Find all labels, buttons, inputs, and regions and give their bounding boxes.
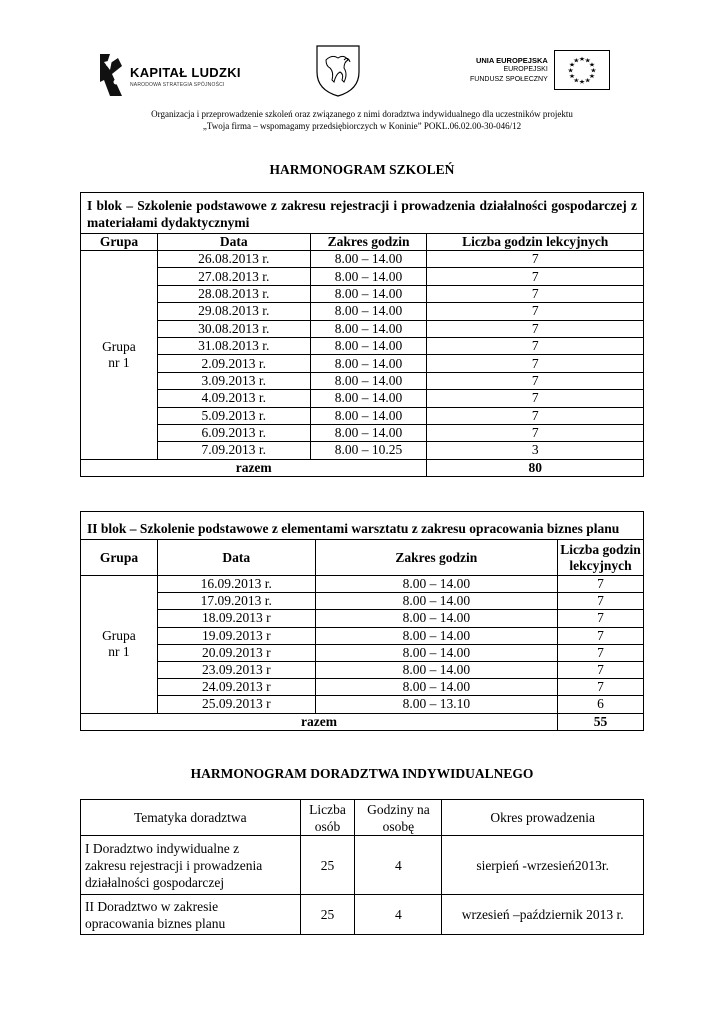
table-row xyxy=(81,268,644,285)
block1-header-group: Grupa xyxy=(81,234,158,251)
kapital-ludzki-emblem-icon xyxy=(96,52,126,100)
table-row xyxy=(81,285,644,302)
date-cell: 29.08.2013 r. xyxy=(157,303,310,320)
date-cell: 16.09.2013 r. xyxy=(157,576,315,593)
block1-title: I blok – Szkolenie podstawowe z zakresu rejestracji i prowadzenia działalności gospodarczej z materiałami dydaktycznymi xyxy=(81,193,644,234)
block2-header-group: Grupa xyxy=(81,540,158,576)
doradztwo-header-hours-l1: Godziny na xyxy=(367,801,430,817)
hours-cell: 8.00 – 14.00 xyxy=(315,644,557,661)
hours-cell: 8.00 – 14.00 xyxy=(310,390,427,407)
date-cell: 17.09.2013 r. xyxy=(157,593,315,610)
table-row xyxy=(81,251,644,268)
block2-group-line2: nr 1 xyxy=(108,644,130,660)
hours-cell: 8.00 – 14.00 xyxy=(310,407,427,424)
table-row xyxy=(81,424,644,441)
header-logos xyxy=(0,42,724,102)
date-cell: 6.09.2013 r. xyxy=(157,424,310,441)
hours-cell: 8.00 – 14.00 xyxy=(310,320,427,337)
hours-cell: 8.00 – 14.00 xyxy=(310,337,427,354)
date-cell: 18.09.2013 r xyxy=(157,610,315,627)
eu-flag-icon xyxy=(554,50,610,90)
doradztwo-header-topic: Tematyka doradztwa xyxy=(81,800,301,836)
lessons-cell: 7 xyxy=(558,644,644,661)
eu-line1: UNIA EUROPEJSKA xyxy=(475,55,548,65)
block1-header-date: Data xyxy=(157,234,310,251)
wielkopolska-crest-logo xyxy=(314,44,362,103)
date-cell: 2.09.2013 r. xyxy=(157,355,310,372)
lessons-cell: 7 xyxy=(427,372,644,389)
block1-group-line1: Grupa xyxy=(102,338,136,354)
doradztwo-row2-topic-l1: II Doradztwo w zakresie xyxy=(85,898,219,914)
doradztwo-row2-people: 25 xyxy=(300,895,355,935)
horse-crest-icon xyxy=(314,44,362,98)
lessons-cell: 7 xyxy=(558,679,644,696)
date-cell: 23.09.2013 r xyxy=(157,661,315,678)
doradztwo-row1-topic-l1: I Doradztwo indywidualne z xyxy=(85,840,240,856)
hours-cell: 8.00 – 14.00 xyxy=(315,593,557,610)
date-cell: 30.08.2013 r. xyxy=(157,320,310,337)
hours-cell: 8.00 – 14.00 xyxy=(315,679,557,696)
eu-logo xyxy=(470,50,610,90)
doradztwo-table xyxy=(80,799,644,935)
table-row xyxy=(81,576,644,593)
doradztwo-row1-hours: 4 xyxy=(355,836,442,895)
lessons-cell: 7 xyxy=(558,610,644,627)
hours-cell: 8.00 – 14.00 xyxy=(310,303,427,320)
hours-cell: 8.00 – 14.00 xyxy=(310,268,427,285)
page-title: HARMONOGRAM SZKOLEŃ xyxy=(269,162,455,177)
block1-group-line2: nr 1 xyxy=(108,354,130,370)
block2-total-value: 55 xyxy=(558,713,644,730)
hours-cell: 8.00 – 14.00 xyxy=(310,424,427,441)
date-cell: 26.08.2013 r. xyxy=(157,251,310,268)
table-row xyxy=(81,644,644,661)
doradztwo-title: HARMONOGRAM DORADZTWA INDYWIDUALNEGO xyxy=(190,766,534,781)
lessons-cell: 7 xyxy=(427,337,644,354)
date-cell: 4.09.2013 r. xyxy=(157,390,310,407)
date-cell: 20.09.2013 r xyxy=(157,644,315,661)
date-cell: 24.09.2013 r xyxy=(157,679,315,696)
doradztwo-row1-topic-l2: zakresu rejestracji i prowadzenia xyxy=(85,857,263,873)
block2-header-lessons xyxy=(558,540,644,576)
lessons-cell: 7 xyxy=(427,390,644,407)
hours-cell: 8.00 – 14.00 xyxy=(310,251,427,268)
table-row xyxy=(81,372,644,389)
lessons-cell: 7 xyxy=(558,627,644,644)
date-cell: 5.09.2013 r. xyxy=(157,407,310,424)
table-row xyxy=(81,390,644,407)
table-row xyxy=(81,696,644,713)
lessons-cell: 7 xyxy=(558,593,644,610)
table-row xyxy=(81,442,644,459)
date-cell: 31.08.2013 r. xyxy=(157,337,310,354)
doradztwo-row2-period: wrzesień –październik 2013 r. xyxy=(442,895,644,935)
block2-table xyxy=(80,511,644,731)
date-cell: 7.09.2013 r. xyxy=(157,442,310,459)
intro-line1: Organizacja i przeprowadzenie szkoleń oraz związanego z nimi doradztwa indywidualnego dla uczestników projektu xyxy=(151,109,573,119)
lessons-cell: 7 xyxy=(427,268,644,285)
table-row xyxy=(81,303,644,320)
doradztwo-header-people-l1: Liczba xyxy=(309,801,346,817)
hours-cell: 8.00 – 14.00 xyxy=(315,576,557,593)
doradztwo-row1-topic xyxy=(81,836,301,895)
block2-total-label: razem xyxy=(81,713,558,730)
hours-cell: 8.00 – 10.25 xyxy=(310,442,427,459)
table-row xyxy=(81,679,644,696)
kapital-ludzki-subtitle: NARODOWA STRATEGIA SPÓJNOŚCI xyxy=(130,81,225,88)
date-cell: 19.09.2013 r xyxy=(157,627,315,644)
lessons-cell: 7 xyxy=(427,355,644,372)
doradztwo-row2-topic xyxy=(81,895,301,935)
eu-line3: FUNDUSZ SPOŁECZNY xyxy=(470,75,548,83)
table-row xyxy=(81,320,644,337)
table-row xyxy=(81,337,644,354)
doradztwo-row2-hours: 4 xyxy=(355,895,442,935)
block2-title: II blok – Szkolenie podstawowe z elementami warsztatu z zakresu opracowania biznes planu xyxy=(81,512,644,540)
doradztwo-row1-period: sierpień -wrzesień2013r. xyxy=(442,836,644,895)
lessons-cell: 7 xyxy=(427,320,644,337)
block1-total-value: 80 xyxy=(427,459,644,476)
block1-group-cell xyxy=(81,251,158,460)
kapital-ludzki-logo xyxy=(96,52,241,100)
kapital-ludzki-title: KAPITAŁ LUDZKI xyxy=(130,64,241,80)
doradztwo-header-period: Okres prowadzenia xyxy=(442,800,644,836)
project-intro xyxy=(80,108,644,132)
doradztwo-header-people-l2: osób xyxy=(314,818,341,834)
lessons-cell: 7 xyxy=(558,576,644,593)
block1-header-hours: Zakres godzin xyxy=(310,234,427,251)
table-row xyxy=(81,610,644,627)
doradztwo-header-people xyxy=(300,800,355,836)
hours-cell: 8.00 – 14.00 xyxy=(315,610,557,627)
table-row xyxy=(81,407,644,424)
hours-cell: 8.00 – 14.00 xyxy=(315,627,557,644)
lessons-cell: 6 xyxy=(558,696,644,713)
block2-header-hours: Zakres godzin xyxy=(315,540,557,576)
hours-cell: 8.00 – 14.00 xyxy=(310,355,427,372)
block2-header-date: Data xyxy=(157,540,315,576)
block2-header-lessons-line2: lekcyjnych xyxy=(569,557,632,573)
hours-cell: 8.00 – 14.00 xyxy=(310,285,427,302)
lessons-cell: 7 xyxy=(427,407,644,424)
hours-cell: 8.00 – 13.10 xyxy=(315,696,557,713)
doradztwo-header-hours-l2: osobę xyxy=(382,818,415,834)
block1-total-label: razem xyxy=(81,459,427,476)
hours-cell: 8.00 – 14.00 xyxy=(310,372,427,389)
date-cell: 3.09.2013 r. xyxy=(157,372,310,389)
block1-header-lessons: Liczba godzin lekcyjnych xyxy=(427,234,644,251)
date-cell: 27.08.2013 r. xyxy=(157,268,310,285)
lessons-cell: 3 xyxy=(427,442,644,459)
block1-table xyxy=(80,192,644,477)
block2-group-cell xyxy=(81,576,158,714)
lessons-cell: 7 xyxy=(558,661,644,678)
lessons-cell: 7 xyxy=(427,303,644,320)
table-row xyxy=(81,355,644,372)
eu-line2: EUROPEJSKI xyxy=(503,65,548,73)
table-row xyxy=(81,661,644,678)
doradztwo-row2-topic-l2: opracowania biznes planu xyxy=(85,915,226,931)
doradztwo-row1-people: 25 xyxy=(300,836,355,895)
doradztwo-row1-topic-l3: działalności gospodarczej xyxy=(85,874,225,890)
block2-group-line1: Grupa xyxy=(102,628,136,644)
table-row xyxy=(81,593,644,610)
table-row xyxy=(81,627,644,644)
hours-cell: 8.00 – 14.00 xyxy=(315,661,557,678)
date-cell: 25.09.2013 r xyxy=(157,696,315,713)
date-cell: 28.08.2013 r. xyxy=(157,285,310,302)
lessons-cell: 7 xyxy=(427,424,644,441)
block2-header-lessons-line1: Liczba godzin xyxy=(560,541,641,557)
lessons-cell: 7 xyxy=(427,251,644,268)
lessons-cell: 7 xyxy=(427,285,644,302)
intro-line2: „Twoja firma – wspomagamy przedsiębiorczych w Koninie” POKL.06.02.00-30-046/12 xyxy=(202,121,522,131)
doradztwo-header-hours xyxy=(355,800,442,836)
